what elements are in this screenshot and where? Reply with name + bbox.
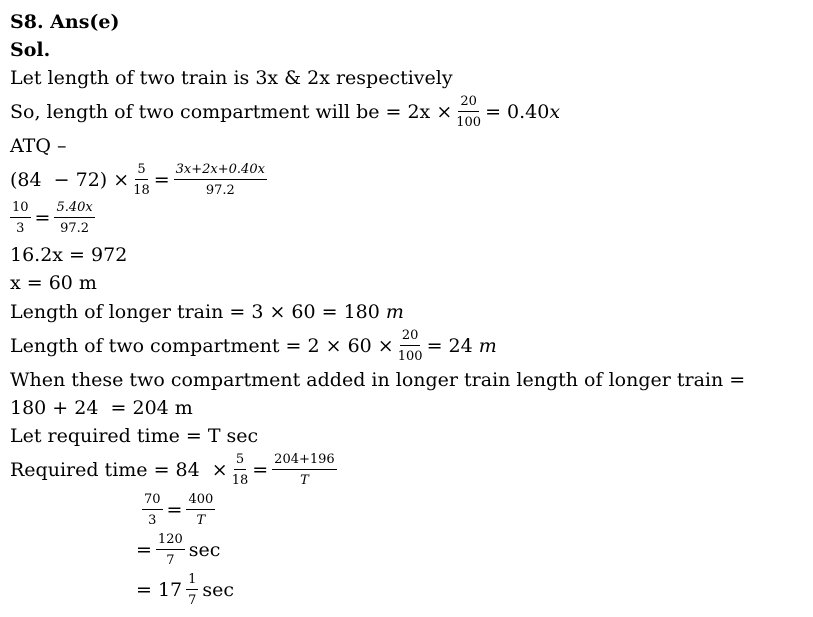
equals: =: [153, 169, 170, 191]
numerator: 3x+2x+0.40x: [174, 162, 267, 180]
unit: sec: [202, 579, 235, 601]
text: So, length of two compartment will be = 2x ×: [10, 101, 453, 123]
equals: =: [252, 459, 269, 481]
denominator: 100: [456, 115, 482, 130]
line-8: [10, 297, 404, 327]
solution-label: Sol.: [10, 39, 51, 61]
denominator: 3: [16, 221, 25, 236]
text: Required time = 84 ×: [10, 459, 228, 481]
line-1: Let length of two train is 3x & 2x respectively: [10, 67, 453, 89]
line-4: [10, 162, 271, 198]
line-12: Let required time = T sec: [10, 425, 259, 447]
text: = 0.40: [485, 101, 550, 123]
fraction: [232, 452, 249, 488]
numerator: 5.40x: [54, 200, 94, 218]
fraction: [186, 492, 215, 528]
numerator: 204+196: [272, 452, 337, 470]
line-2: [10, 94, 561, 130]
numerator: 5: [135, 162, 147, 180]
denominator: 97.2: [60, 221, 90, 236]
fraction: [133, 162, 150, 198]
text: = 24: [426, 335, 479, 357]
denominator: T: [300, 473, 309, 488]
unit: m: [385, 301, 404, 323]
numerator: 120: [156, 532, 185, 550]
fraction: [174, 162, 267, 198]
numerator: 1: [186, 572, 198, 590]
variable: x: [549, 101, 561, 123]
line-10: When these two compartment added in longer train length of longer train =: [10, 369, 746, 391]
denominator: 97.2: [205, 183, 235, 198]
line-9: [10, 328, 497, 364]
numerator: 20: [400, 328, 421, 346]
line-15: [136, 532, 221, 568]
line-16: [136, 572, 235, 608]
text: (84 − 72) ×: [10, 169, 130, 191]
numerator: 10: [10, 200, 31, 218]
denominator: 18: [133, 183, 150, 198]
denominator: 7: [166, 553, 175, 568]
line-14: [138, 492, 219, 528]
fraction: [142, 492, 163, 528]
fraction: [186, 572, 198, 608]
denominator: T: [196, 513, 206, 528]
unit: m: [478, 335, 497, 357]
numerator: 70: [142, 492, 163, 510]
fraction: [54, 200, 94, 236]
equals: =: [166, 499, 183, 521]
line-6: 16.2x = 972: [10, 244, 128, 266]
text: Length of longer train = 3 × 60 = 180: [10, 301, 386, 323]
fraction: [456, 94, 481, 130]
fraction: [272, 452, 337, 488]
line-7: x = 60 m: [10, 272, 97, 294]
equals: =: [34, 207, 51, 229]
fraction: [10, 200, 31, 236]
fraction: [156, 532, 185, 568]
equals: =: [136, 539, 152, 561]
line-11: 180 + 24 = 204 m: [10, 397, 193, 419]
fraction: [398, 328, 423, 364]
denominator: 18: [231, 473, 249, 488]
denominator: 3: [148, 513, 157, 528]
denominator: 100: [397, 349, 423, 364]
answer-heading: S8. Ans(e): [10, 11, 120, 33]
line-3: ATQ –: [10, 135, 67, 157]
denominator: 7: [188, 593, 197, 608]
text: Length of two compartment = 2 × 60 ×: [10, 335, 394, 357]
line-5: [6, 200, 99, 236]
numerator: 5: [234, 452, 246, 470]
line-13: [10, 452, 341, 488]
numerator: 400: [186, 492, 215, 510]
unit: sec: [188, 539, 221, 561]
numerator: 20: [458, 94, 479, 112]
text: = 17: [136, 579, 183, 601]
